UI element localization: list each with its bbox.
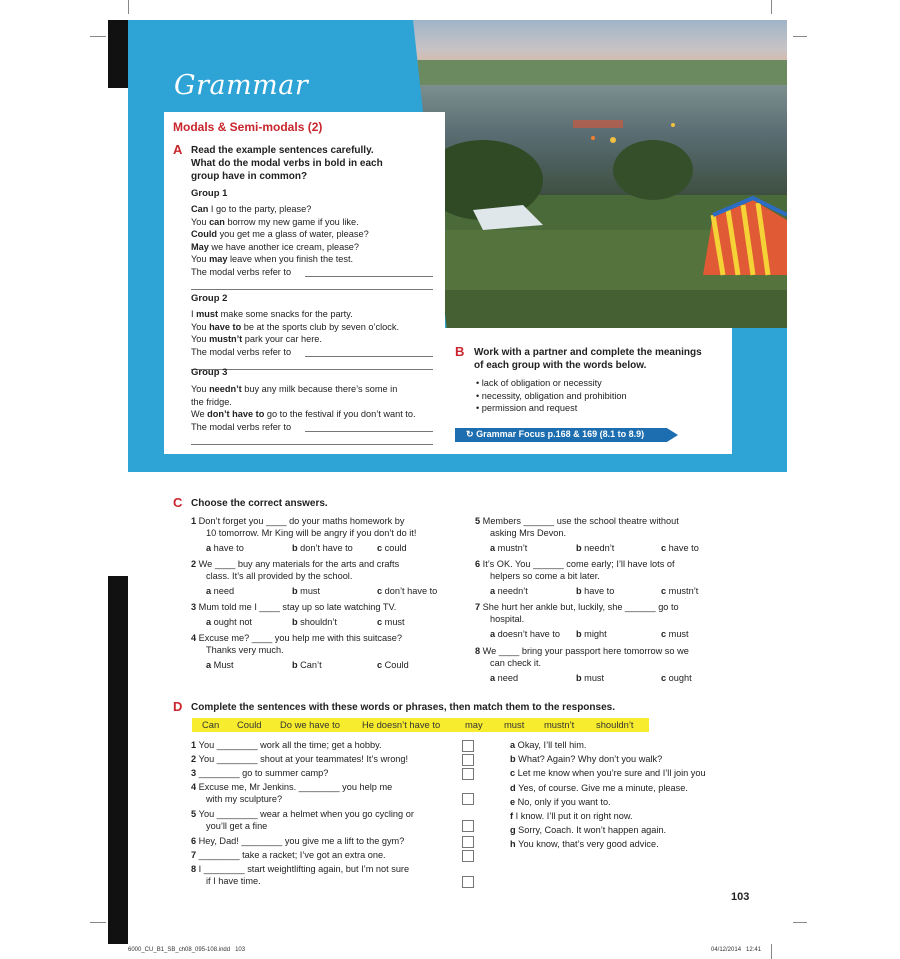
answer-option[interactable]: a have to	[206, 543, 244, 554]
group-heading: Group 1	[191, 188, 228, 199]
answer-checkbox[interactable]	[462, 793, 474, 805]
section-b-instruction: Work with a partner and complete the meanings of each group with the words below.	[474, 347, 702, 371]
group-heading: Group 3	[191, 367, 228, 378]
word-option: Do we have to	[280, 719, 340, 730]
answer-option[interactable]: a doesn’t have to	[490, 629, 560, 640]
response-text: e No, only if you want to.	[510, 796, 611, 807]
meaning-bullet: • necessity, obligation and prohibition	[476, 390, 627, 401]
response-text: f I know. I’ll put it on right now.	[510, 811, 633, 821]
response-text: h You know, that’s very good advice.	[510, 839, 659, 850]
answer-option[interactable]: b Can’t	[292, 660, 322, 671]
question-text: Thanks very much.	[206, 645, 284, 656]
example-sentence: You have to be at the sports club by seven o’clock.	[191, 321, 400, 332]
answer-option[interactable]: a need	[206, 586, 235, 597]
example-sentence: May we have another ice cream, please?	[191, 241, 360, 252]
answer-line[interactable]	[191, 289, 433, 290]
sentence-text: 3 ________ go to summer camp?	[191, 768, 329, 778]
crop-mark	[793, 36, 807, 37]
example-sentence: Could you get me a glass of water, please?	[191, 229, 369, 239]
answer-checkbox[interactable]	[462, 754, 474, 766]
crop-mark	[793, 922, 807, 923]
answer-checkbox[interactable]	[462, 768, 474, 780]
crop-mark	[90, 922, 106, 923]
sentence-text: 7 ________ take a racket; I’ve got an extra one.	[191, 850, 386, 860]
question-text: 10 tomorrow. Mr King will be angry if you don’t do it!	[206, 528, 417, 539]
answer-line[interactable]	[305, 431, 433, 432]
question-text: 2 We ____ buy any materials for the arts and crafts	[191, 559, 400, 569]
answer-option[interactable]: b must	[292, 586, 321, 597]
spine-bar	[108, 576, 128, 944]
example-sentence: You can borrow my new game if you like.	[191, 216, 359, 227]
answer-option[interactable]: c Could	[377, 660, 409, 671]
sentence-text: 1 You ________ work all the time; get a hobby.	[191, 740, 382, 750]
example-sentence: I must make some snacks for the party.	[191, 309, 353, 319]
sentence-text: 4 Excuse me, Mr Jenkins. ________ you help me	[191, 782, 393, 792]
section-a-instruction: Read the example sentences carefully. What do the modal verbs in bold in each group have in common?	[191, 145, 383, 182]
answer-option[interactable]: c ought	[661, 673, 692, 684]
section-a-letter: A	[173, 142, 183, 157]
answer-option[interactable]: b must	[576, 673, 605, 684]
section-d-letter: D	[173, 699, 183, 714]
answer-option[interactable]: a need	[490, 673, 519, 684]
crop-mark	[128, 0, 129, 14]
sentence-text: with my sculpture?	[206, 794, 283, 805]
crop-mark	[90, 36, 106, 37]
question-text: hospital.	[490, 614, 525, 625]
answer-line[interactable]	[305, 276, 433, 277]
answer-option[interactable]: c must	[661, 629, 689, 640]
question-text: 5 Members ______ use the school theatre without	[475, 516, 679, 526]
footer-date: 04/12/2014 12:41	[711, 947, 762, 953]
answer-checkbox[interactable]	[462, 876, 474, 888]
word-option: must	[504, 719, 525, 730]
example-sentence: the fridge.	[191, 396, 232, 407]
word-option: Could	[237, 719, 262, 730]
answer-option[interactable]: b have to	[576, 586, 615, 597]
example-sentence: We don’t have to go to the festival if you don’t want to.	[191, 409, 416, 419]
answer-checkbox[interactable]	[462, 820, 474, 832]
word-option: He doesn’t have to	[362, 719, 441, 730]
answer-option[interactable]: c don’t have to	[377, 586, 438, 597]
question-text: 3 Mum told me I ____ stay up so late watching TV.	[191, 602, 397, 612]
page-number: 103	[731, 891, 750, 903]
sentence-text: 6 Hey, Dad! ________ you give me a lift to the gym?	[191, 836, 405, 846]
refresh-icon: ↻	[466, 429, 474, 439]
example-sentence: You may leave when you finish the test.	[191, 254, 354, 264]
question-text: 7 She hurt her ankle but, luckily, she ______ go to	[475, 602, 679, 612]
sentence-text: if I have time.	[206, 876, 261, 887]
word-option: mustn’t	[544, 719, 575, 730]
refer-line: The modal verbs refer to	[191, 346, 292, 357]
response-text: a Okay, I’ll tell him.	[510, 740, 587, 750]
sentence-text: 2 You ________ shout at your teammates! It’s wrong!	[191, 754, 409, 764]
question-text: 8 We ____ bring your passport here tomorrow so we	[475, 646, 689, 656]
word-option: may	[465, 719, 483, 730]
response-text: b What? Again? Why don’t you walk?	[510, 754, 663, 765]
word-option: shouldn’t	[596, 719, 634, 730]
answer-line[interactable]	[191, 444, 433, 445]
answer-line[interactable]	[305, 356, 433, 357]
section-c-instruction: Choose the correct answers.	[191, 498, 328, 509]
question-text: 1 Don’t forget you ____ do your maths homework by	[191, 516, 405, 526]
answer-option[interactable]: c could	[377, 543, 407, 554]
spine-bar	[108, 20, 128, 88]
sentence-text: 5 You ________ wear a helmet when you go cycling or	[191, 809, 414, 819]
response-text: d Yes, of course. Give me a minute, please.	[510, 782, 688, 793]
example-sentence: Can I go to the party, please?	[191, 204, 312, 214]
example-sentence: You mustn’t park your car here.	[191, 334, 322, 344]
answer-option[interactable]: b shouldn’t	[292, 617, 337, 628]
section-subtitle: Modals & Semi-modals (2)	[173, 120, 323, 134]
section-d-instruction: Complete the sentences with these words or phrases, then match them to the responses.	[191, 702, 615, 713]
word-option: Can	[202, 719, 220, 730]
question-text: can check it.	[490, 658, 542, 669]
meaning-bullet: • permission and request	[476, 403, 578, 413]
answer-option[interactable]: b might	[576, 629, 607, 640]
sentence-text: you’ll get a fine	[206, 821, 268, 832]
answer-option[interactable]: c mustn’t	[661, 586, 699, 597]
group-heading: Group 2	[191, 293, 228, 304]
section-b-letter: B	[455, 344, 465, 359]
question-text: 4 Excuse me? ____ you help me with this suitcase?	[191, 633, 402, 643]
question-text: helpers so come a bit later.	[490, 571, 600, 582]
answer-option[interactable]: b don’t have to	[292, 543, 353, 554]
refer-line: The modal verbs refer to	[191, 421, 292, 432]
answer-option[interactable]: b needn’t	[576, 543, 615, 554]
answer-option[interactable]: a mustn’t	[490, 543, 528, 554]
response-text: c Let me know when you’re sure and I’ll join you	[510, 768, 706, 779]
question-text: 6 It’s OK. You ______ come early; I’ll have lots of	[475, 559, 675, 569]
answer-option[interactable]: c must	[377, 617, 405, 628]
crop-mark	[771, 944, 772, 959]
response-text: g Sorry, Coach. It won’t happen again.	[510, 825, 667, 836]
question-text: asking Mrs Devon.	[490, 528, 567, 539]
question-text: class. It’s all provided by the school.	[206, 571, 353, 582]
festival-photo	[413, 20, 787, 328]
answer-option[interactable]: a Must	[206, 660, 234, 671]
answer-option[interactable]: a ought not	[206, 617, 252, 628]
grammar-focus-label[interactable]: ↻ Grammar Focus p.168 & 169 (8.1 to 8.9)	[466, 429, 645, 439]
meaning-bullet: • lack of obligation or necessity	[476, 378, 602, 388]
answer-checkbox[interactable]	[462, 850, 474, 862]
festival-photo-image	[413, 20, 787, 328]
crop-mark	[771, 0, 772, 14]
refer-line: The modal verbs refer to	[191, 266, 292, 277]
section-title: Grammar	[174, 70, 309, 101]
answer-checkbox[interactable]	[462, 836, 474, 848]
answer-option[interactable]: a needn’t	[490, 586, 528, 597]
sentence-text: 8 I ________ start weightlifting again, but I’m not sure	[191, 864, 410, 874]
answer-checkbox[interactable]	[462, 740, 474, 752]
section-c-letter: C	[173, 495, 183, 510]
example-sentence: You needn’t buy any milk because there’s some in	[191, 384, 398, 394]
footer-file: 6000_CU_B1_SB_ch08_095-108.indd 103	[128, 947, 246, 953]
answer-option[interactable]: c have to	[661, 543, 699, 554]
